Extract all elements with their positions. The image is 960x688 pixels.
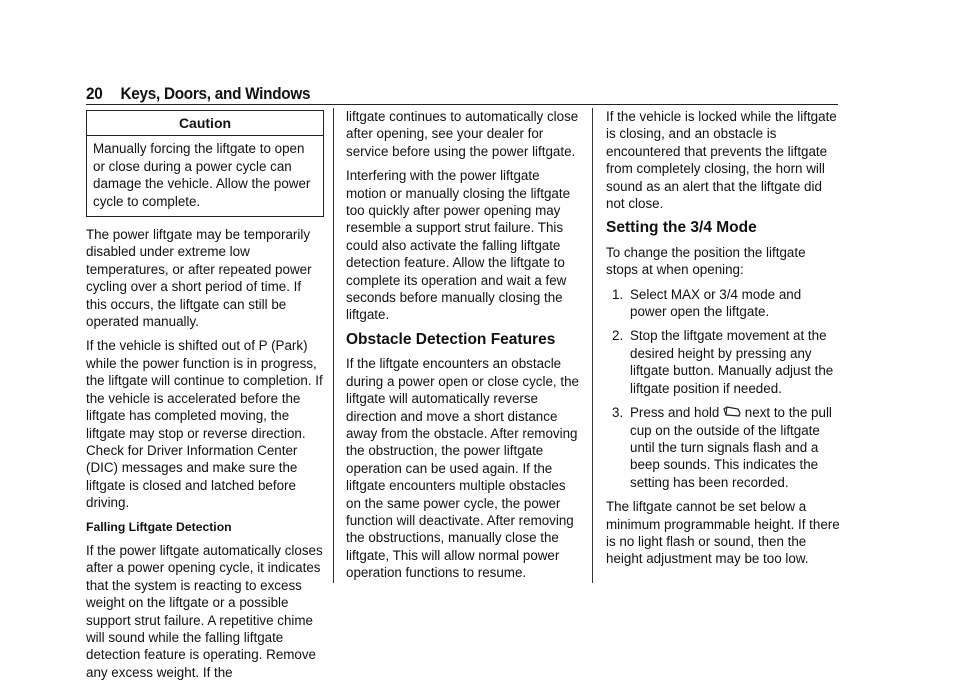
step-text: Select MAX or 3/4 mode and power open the liftgate. [630,286,802,320]
section-heading: Obstacle Detection Features [346,330,556,348]
sub-heading: Falling Liftgate Detection [86,519,232,534]
caution-body: Manually forcing the liftgate to open or close during a power cycle can damage the vehicle. Allow the power cycle to complete. [93,141,311,209]
section-title: Keys, Doors, and Windows [120,84,311,103]
page-number: 20 [86,84,103,103]
caution-title: Caution [87,111,323,136]
column-3 [606,108,840,575]
paragraph: The liftgate cannot be set below a minimum programmable height. If there is no light flash or sound, then the height adjustment may be too low. [606,499,840,567]
paragraph: If the liftgate encounters an obstacle during a power open or close cycle, the liftgate will automatically reverse direction and move a short distance away from the obstacle. After removing the obstruction, the power liftgate operation can be used again. If the liftgate encounters multiple obstacles on the same power cycle, the power function will deactivate. After removing the obstructions, manually close the liftgate, This will allow normal power operation functions to resume. [346,356,579,581]
paragraph: If the vehicle is shifted out of P (Park) while the power function is in progress, the liftgate will continue to completion. If the vehicle is accelerated before the liftgate has completed moving, the liftgate may stop or reverse direction. Check for Driver Information Center (DIC) messages and make sure the liftgate is closed and latched before driving. [86,338,323,511]
liftgate-icon [723,406,741,418]
step-text: Stop the liftgate movement at the desired height by pressing any liftgate button. Manually adjust the liftgate position if needed. [630,328,834,396]
paragraph: To change the position the liftgate stops at when opening: [606,244,806,278]
paragraph: The power liftgate may be temporarily disabled under extreme low temperatures, or after repeated power cycling over a short period of time. If this occurs, the liftgate can still be operated manually. [86,227,312,330]
header-rule [86,104,838,105]
steps-list [606,286,840,491]
page-header [86,84,310,104]
column-2 [346,108,582,589]
paragraph: Interfering with the power liftgate motion or manually closing the liftgate too quickly after power opening may resemble a support strut failure. This could also activate the falling liftgate detection feature. Allow the liftgate to complete its operation and wait a few seconds before manually closing the liftgate. [346,168,571,323]
step-text: Press and hold [630,405,720,421]
list-item [606,404,840,491]
column-1 [86,110,324,688]
list-item [606,286,840,321]
step-number: 1. [612,286,624,302]
column-divider [333,108,334,583]
caution-box [86,110,324,217]
section-heading: Setting the 3/4 Mode [606,219,757,237]
paragraph: If the vehicle is locked while the liftgate is closing, and an obstacle is encountered that prevents the liftgate from completely closing, the horn will sound as an alert that the liftgate did not close. [606,109,837,212]
column-divider [592,108,593,583]
step-text: next to the pull cup on the outside of the liftgate until the turn signals flash and a beep sounds. This indicates the setting has been recorded. [630,405,832,490]
list-item [606,327,840,397]
step-number: 2. [612,328,624,344]
paragraph: If the power liftgate automatically closes after a power opening cycle, it indicates that the system is reacting to excess weight on the liftgate or a possible support strut failure. A repetitive chime will sound while the falling liftgate detection feature is operating. Remove any excess weight. If the [86,542,323,680]
paragraph: liftgate continues to automatically close after opening, see your dealer for service before using the power liftgate. [346,109,579,159]
step-number: 3. [612,405,624,421]
